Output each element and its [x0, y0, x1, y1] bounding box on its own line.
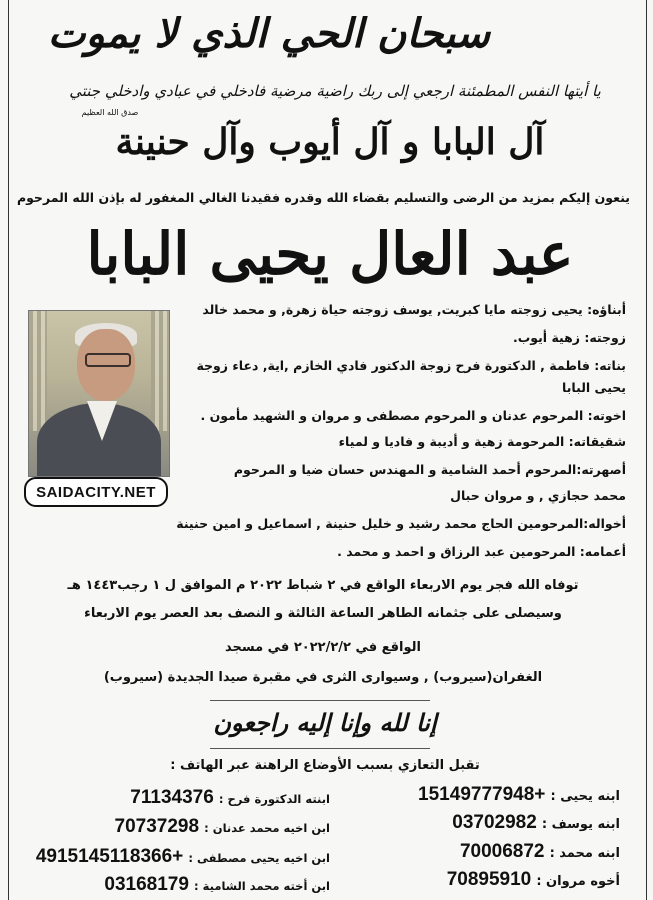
relative-line: أصهرته:المرحوم أحمد الشامية و المهندس حسان ضيا و المرحوم [233, 462, 626, 477]
contact-label: ابن أخته محمد الشامية : [194, 879, 330, 893]
contact-row [30, 846, 330, 868]
header-title: سبحان الحي الذي لا يموت [47, 10, 490, 57]
curtain-left [29, 311, 47, 431]
condolence-note: تقبل التعازي بسبب الأوضاع الراهنة عبر الهاتف : [170, 758, 480, 773]
relative-line: أبناؤه: يحيى زوجته مايا كبريت, يوسف زوجته حياة زهرة, و محمد خالد [202, 302, 626, 317]
deceased-name: عبد العال يحيى البابا [86, 220, 574, 288]
contact-row [30, 874, 330, 896]
curtain-right [151, 311, 169, 431]
announcement-text: ينعون إليكم بمزيد من الرضى والتسليم بقضاء الله وقدره فقيدنا الغالي المغفور له بإذن الله المرحوم [16, 190, 630, 205]
contact-number: 70895910 [446, 869, 532, 890]
funeral-line: الواقع في ٢٠٢٢/٢/٢ في مسجد [224, 640, 422, 655]
contact-number: 03168179 [104, 874, 189, 895]
contact-label: ابنه محمد : [549, 846, 620, 861]
contact-label: ابن اخيه محمد عدنان : [204, 821, 330, 835]
glasses-shape [85, 353, 131, 367]
funeral-line: توفاه الله فجر يوم الاربعاء الواقع في ٢ شباط ٢٠٢٢ م الموافق ل ١ رجب١٤٤٣ هـ [67, 578, 579, 593]
relative-line: أعمامه: المرحومين عبد الرزاق و احمد و محمد . [337, 544, 626, 559]
contact-label: ابنه يحيى : [550, 789, 620, 804]
funeral-line: وسيصلى على جثمانه الطاهر الساعة الثالثة و النصف بعد العصر يوم الاربعاء [84, 606, 562, 621]
verse-end-label: صدق الله العظيم [81, 108, 139, 117]
relative-line: محمد حجازي , و مروان حبال [450, 488, 626, 503]
contact-row [30, 816, 330, 838]
family-names: آل البابا و آل أيوب وآل حنينة [115, 121, 545, 163]
contact-number: 71134376 [130, 787, 214, 808]
quran-verse: يا أيتها النفس المطمئنة ارجعي إلى ربك راضية مرضية فادخلي في عبادي وادخلي جنتي [69, 82, 601, 100]
contact-number: 70737298 [114, 816, 200, 837]
contact-number: +4915145118366 [35, 846, 184, 867]
contact-label: ابنته الدكتورة فرح : [218, 792, 330, 806]
contact-row [330, 784, 620, 806]
contact-row [330, 812, 620, 834]
contact-label: أخوه مروان : [536, 874, 620, 889]
relative-line: اخوته: المرحوم عدنان و المرحوم مصطفى و مروان و الشهيد مأمون . [200, 408, 626, 423]
contact-number: 70006872 [459, 841, 545, 862]
contact-row [330, 869, 620, 891]
contact-number: +15149777948 [418, 784, 546, 805]
relative-line: شقيقاته: المرحومة زهية و أديبة و فاديا و لمياء [338, 434, 626, 449]
watermark-logo: SAIDACITY.NET [24, 477, 168, 507]
relative-line: أخواله:المرحومين الحاج محمد رشيد و خليل حنينة , اسماعيل و امين حنينة [176, 516, 626, 531]
contact-label: ابنه يوسف : [541, 817, 620, 832]
relative-line: بناته: فاطمة , الدكتورة فرح زوجة الدكتور فادي الخازم ,اية, دعاء زوجة [196, 358, 626, 373]
contact-row [30, 787, 330, 809]
closing-verse: إنا لله وإنا إليه راجعون [213, 708, 437, 737]
relative-line: يحيى البابا [562, 380, 626, 395]
funeral-line: الغفران(سيروب) , وسيوارى الثرى في مقبرة صيدا الجديدة (سيروب) [103, 670, 543, 685]
contact-row [330, 841, 620, 863]
contact-label: ابن اخيه يحيى مصطفى : [188, 851, 330, 865]
relative-line: زوجته: زهية أيوب. [512, 330, 626, 345]
deceased-photo [28, 310, 170, 477]
section-divider [210, 748, 430, 749]
contact-number: 03702982 [452, 812, 537, 833]
